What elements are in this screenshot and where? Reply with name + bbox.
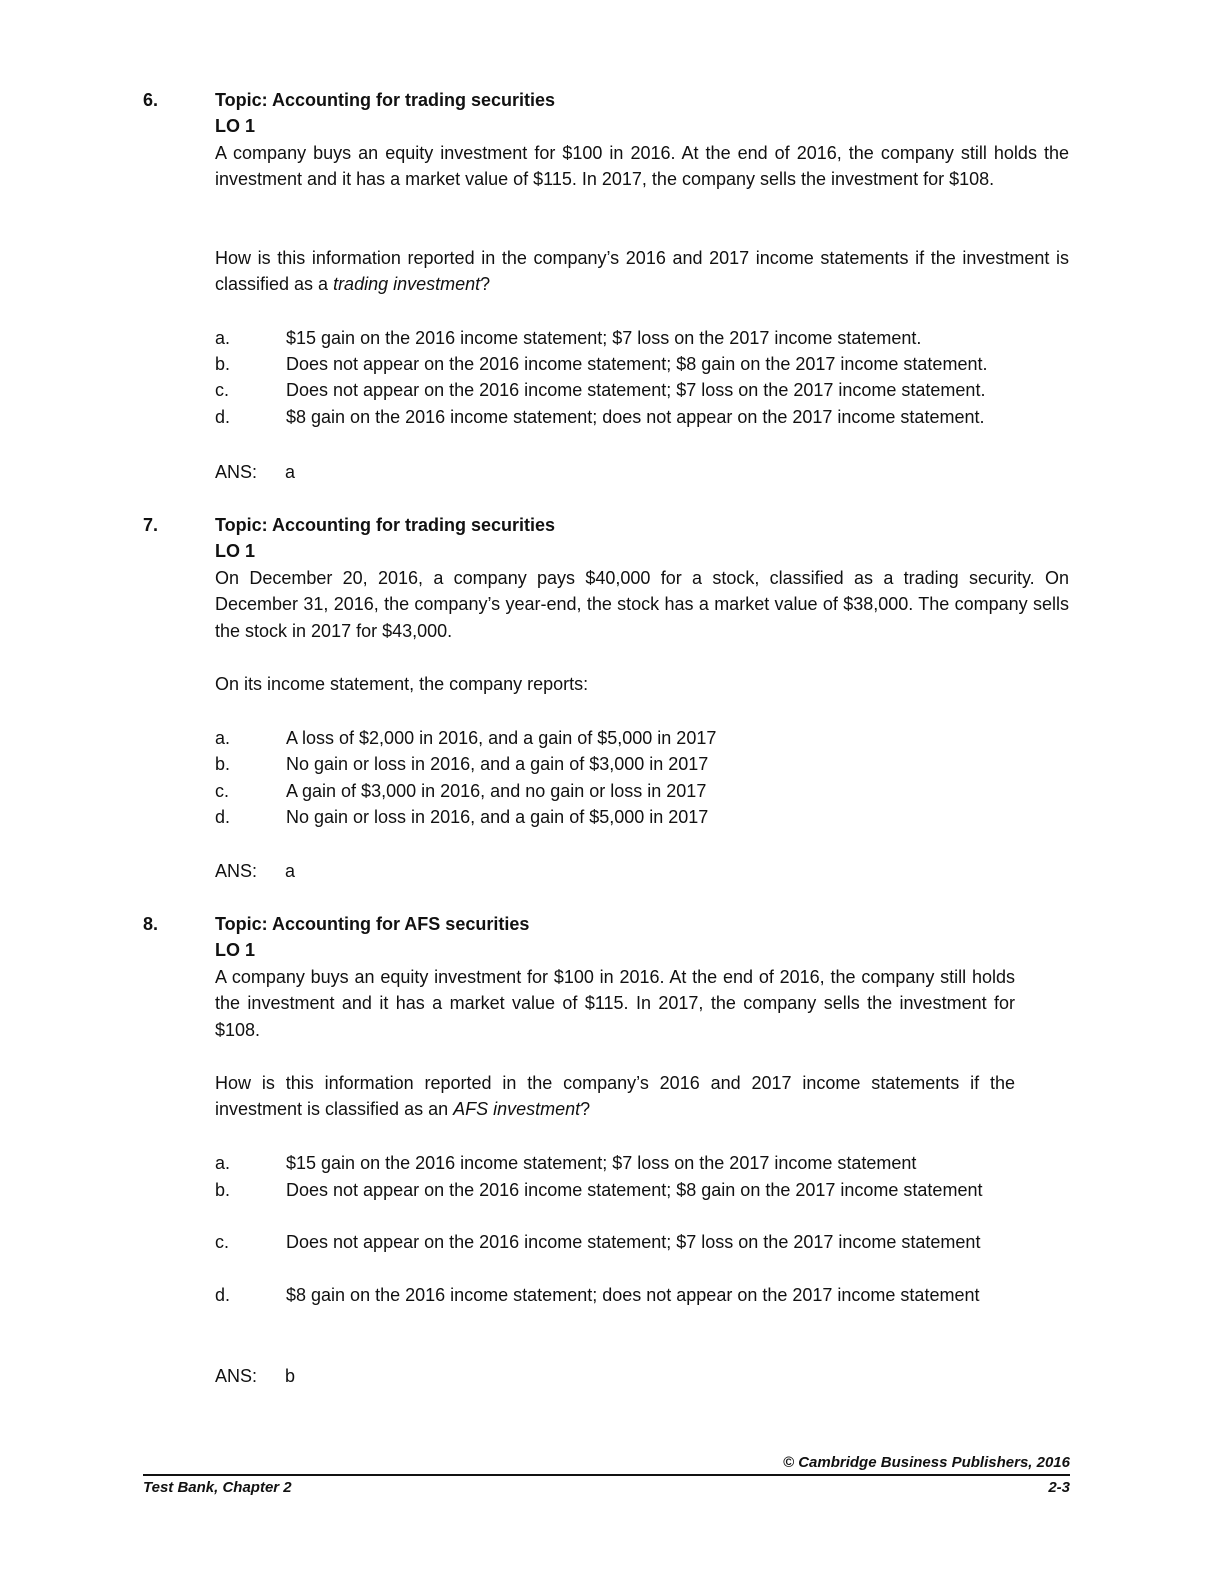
question-stem: On December 20, 2016, a company pays $40,000 for a stock, classified as a trading security. On December 31, 2016, the company’s year-end, the stock has a market value of $38,000. The company sells the stock in 2017 for $43,000. — [215, 568, 1069, 641]
option-text: Does not appear on the 2016 income statement; $7 loss on the 2017 income statement. — [286, 380, 986, 400]
footer-page-number: 2-3 — [1048, 1479, 1070, 1496]
option-text: Does not appear on the 2016 income statement; $8 gain on the 2017 income statement — [286, 1180, 983, 1200]
question-topic: Topic: Accounting for trading securities — [215, 90, 556, 110]
learning-objective: LO 1 — [215, 940, 256, 960]
question-topic: Topic: Accounting for trading securities — [215, 515, 556, 535]
option-letter: d. — [215, 1285, 231, 1305]
question-stem: A company buys an equity investment for $100 in 2016. At the end of 2016, the company still holds the investment and it has a market value of $115. In 2017, the company sells the investment for $108. — [215, 967, 1015, 1040]
answer-value: a — [285, 462, 296, 482]
footer-divider — [143, 1474, 1070, 1476]
answer-label: ANS: — [215, 861, 258, 881]
learning-objective: LO 1 — [215, 116, 256, 136]
question-number: 8. — [143, 914, 159, 934]
footer-copyright: © Cambridge Business Publishers, 2016 — [783, 1454, 1070, 1471]
option-letter: d. — [215, 807, 231, 827]
option-letter: b. — [215, 1180, 231, 1200]
option-letter: a. — [215, 328, 231, 348]
option-text: A gain of $3,000 in 2016, and no gain or loss in 2017 — [286, 781, 707, 801]
option-letter: b. — [215, 354, 231, 374]
option-text: $15 gain on the 2016 income statement; $7 loss on the 2017 income statement. — [286, 328, 922, 348]
question-stem: A company buys an equity investment for $100 in 2016. At the end of 2016, the company still holds the investment and it has a market value of $115. In 2017, the company sells the investment for $108. — [215, 143, 1069, 190]
question-prompt: On its income statement, the company reports: — [215, 674, 589, 694]
footer-chapter: Test Bank, Chapter 2 — [143, 1479, 292, 1496]
option-letter: c. — [215, 380, 230, 400]
option-letter: b. — [215, 754, 231, 774]
option-letter: a. — [215, 728, 231, 748]
question-number: 6. — [143, 90, 159, 110]
question-prompt: How is this information reported in the company’s 2016 and 2017 income statements if the investment is classified as a trading investment? — [215, 248, 1069, 295]
option-letter: c. — [215, 1232, 230, 1252]
answer-label: ANS: — [215, 462, 258, 482]
option-letter: a. — [215, 1153, 231, 1173]
option-text: Does not appear on the 2016 income statement; $8 gain on the 2017 income statement. — [286, 354, 988, 374]
option-text: $8 gain on the 2016 income statement; does not appear on the 2017 income statement. — [286, 407, 985, 427]
option-text: No gain or loss in 2016, and a gain of $5,000 in 2017 — [286, 807, 709, 827]
option-text: Does not appear on the 2016 income statement; $7 loss on the 2017 income statement — [286, 1232, 981, 1252]
option-letter: d. — [215, 407, 231, 427]
answer-value: b — [285, 1366, 296, 1386]
option-text: No gain or loss in 2016, and a gain of $3,000 in 2017 — [286, 754, 709, 774]
option-text: $8 gain on the 2016 income statement; does not appear on the 2017 income statement — [286, 1285, 980, 1305]
learning-objective: LO 1 — [215, 541, 256, 561]
option-letter: c. — [215, 781, 230, 801]
question-prompt: How is this information reported in the company’s 2016 and 2017 income statements if the investment is classified as an AFS investment? — [215, 1073, 1015, 1120]
option-text: $15 gain on the 2016 income statement; $7 loss on the 2017 income statement — [286, 1153, 917, 1173]
option-text: A loss of $2,000 in 2016, and a gain of $5,000 in 2017 — [286, 728, 717, 748]
question-topic: Topic: Accounting for AFS securities — [215, 914, 530, 934]
question-number: 7. — [143, 515, 159, 535]
answer-label: ANS: — [215, 1366, 258, 1386]
answer-value: a — [285, 861, 296, 881]
